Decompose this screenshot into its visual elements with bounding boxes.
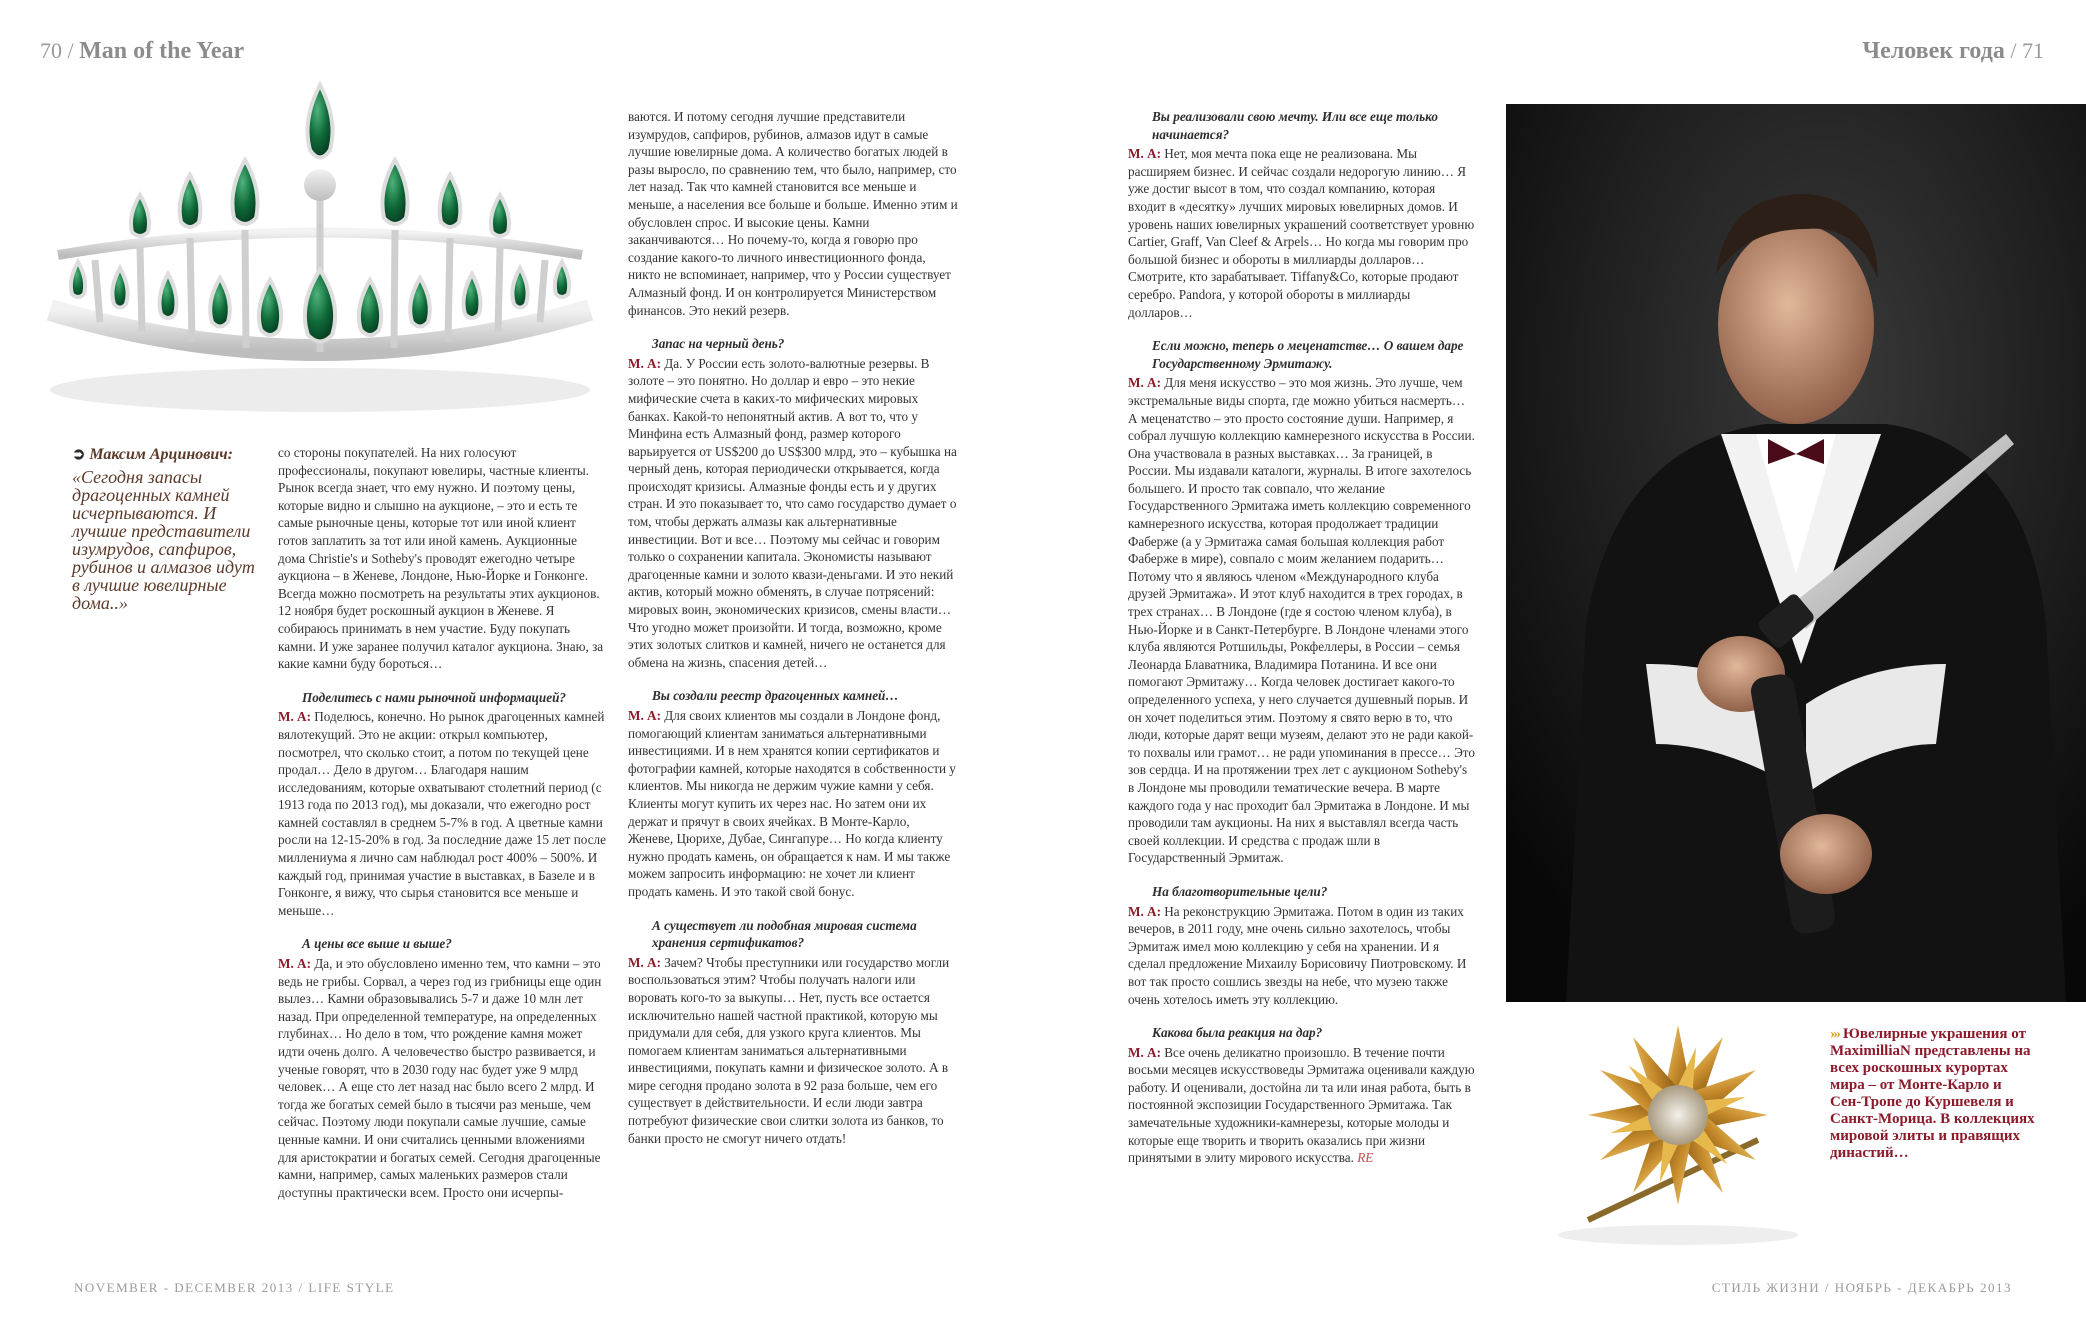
speaker-initials: М. А: xyxy=(628,355,661,371)
interview-question: Поделитесь с нами рыночной информацией? xyxy=(302,689,567,705)
speaker-initials: М. А: xyxy=(1128,375,1161,391)
speaker-initials: М. А: xyxy=(628,708,661,723)
paragraph: со стороны покупателей. На них голосуют профессионалы, покупают ювелиры, частные клиенты. Рынок всегда знает, что ему нужно. И поэтому цены, которые видно и слышно на аукционе, – это и есть те самые рыночные цены, которые тот или иной клиент готов заплатить за тот или иной камень. Аукционные дома Christie's и Sotheby's проводят ежегодно четыре аукциона – в Женеве, Лондоне, Нью-Йорке и Гонконге. Всегда можно посмотреть на результаты этих аукционов. 12 ноября будет роскошный аукцион в Женеве. Я собираюсь принимать в нем участие. Буду покупать камни. И уже заранее получил каталог аукциона. Знаю, за какие камни буду бороться… xyxy=(278,445,604,672)
answer-text: Да, и это обусловлено именно тем, что камни – это ведь не грибы. Сорвал, а через год из грибницы еще один вылез… Камни образовывались 5-7 и даже 10 млн лет назад. При определенной температуре, на определенных глубинах… Но дело в том, что рождение камня может идти очень долго. А человечество быстро развивается, и ученые говорят, что в 2030 году нас будет уже 9 млрд человек… А еще сто лет назад нас было всего 2 млрд. И тогда же богатых семей было в тысячи раз меньше, чем сейчас. Поэтому люди покупали самые лучшие, самые ценные камни. И они считались ценными вложениями для аристократии и богатых семей. Сегодня драгоценные камни, например, самых маленьких размеров стали доступны практически всем. Просто они исчерпы- xyxy=(278,956,602,1200)
answer-text: Поделюсь, конечно. Но рынок драгоценных камней вялотекущий. Это не акции: открыл компьютер, посмотрел, что сколько стоит, а потом по текущей цене продал… Дело в другом… Благодаря нашим исследованиям, которые охватывают столетний период (с 1913 года по 2013 год), мы доказали, что ежегодно рост камней составлял в среднем 5-7% в год. А цветные камни росли на 12-15-20% в год. За последние даже 15 лет после миллениума я лично сам наблюдал рост 400% – 500%. И каждый год, принимая участие в выставках, в Базеле и в Гонконге, я вижу, что сырья становится все меньше и меньше… xyxy=(278,709,606,918)
left-page-number: 70 xyxy=(40,38,62,63)
interview-question: А существует ли подобная мировая система хранения сертификатов? xyxy=(652,917,917,951)
pull-quote-author xyxy=(72,444,262,464)
interview-answer xyxy=(628,954,958,1148)
interview-answer xyxy=(628,355,958,672)
answer-text: На реконструкцию Эрмитажа. Потом в один из таких вечеров, в 2011 году, мне очень сильно захотелось, чтобы Эрмитаж имел мою коллекцию у себя на хранении. И я сделал предложение Михаилу Борисовичу Пиотровскому. И вот так просто сошлись звезды на небе, что музею также очень хотелось иметь эту коллекцию. xyxy=(1128,903,1467,1007)
pull-quote-text: «Сегодня запасы драгоценных камней исчерпываются. И лучшие представители изумрудов, сапфиров, рубинов и алмазов идут в лучшие ювелирные дома..» xyxy=(72,467,255,613)
left-header-separator: / xyxy=(67,38,74,63)
interview-question: А цены все выше и выше? xyxy=(302,936,452,952)
interview-answer xyxy=(278,708,606,919)
answer-text: Зачем? Чтобы преступники или государство могли воспользоваться этим? Чтобы получать налоги или воровать кого-то за выкупы… Нет, пусть все остается исключительно нашей частной практикой, которую мы придумали для себя, для узкого круга клиентов. Мы помогаем клиентам заниматься альтернативными инвестициями, покупать камни и физическое золото. А в мире сегодня продано золота в 92 раза больше, чем его существует в действительности. И если люди завтра потребуют физические свои слитки золота из банков, то банки просто не смогут ничего отдать! xyxy=(628,954,950,1146)
pull-quote xyxy=(72,444,262,612)
speaker-initials: М. А: xyxy=(1128,1044,1161,1060)
paragraph: ваются. И потому сегодня лучшие представители изумрудов, сапфиров, рубинов, алмазов идут в самые лучшие ювелирные дома. А количество богатых людей в разы выросло, по сравнению тем, что было, например, сто лет назад. Так что камней становится все меньше и меньше, а населения все больше и больше. Именно этим и обусловлен спрос. И высокие цены. Камни заканчиваются… Но почему-то, когда я говорю про создание какого-то личного инвестиционного фонда, никто не вспоминает, например, что у России существует Алмазный фонд. И он контролируется Министерством финансов. Это некий резерв. xyxy=(628,109,958,318)
right-header-title: Человек года xyxy=(1862,38,2005,64)
speaker-initials: М. А: xyxy=(1128,903,1161,919)
speaker-initials: М. А: xyxy=(278,709,311,725)
caption-arrows-icon: ››› xyxy=(1830,1026,1839,1042)
gold-flower-brooch-image xyxy=(1528,1020,1818,1252)
left-header-title: Man of the Year xyxy=(79,38,245,64)
right-header-separator: / xyxy=(2010,38,2017,63)
portrait-man-with-dagger-image xyxy=(1506,104,2086,1002)
interview-answer xyxy=(1128,374,1476,867)
interview-answer xyxy=(1128,145,1476,321)
interview-question: Если можно, теперь о меценатстве… О вашем даре Государственному Эрмитажу. xyxy=(1152,338,1464,371)
answer-text: Нет, моя мечта пока еще не реализована. Мы расширяем бизнес. И сейчас создали недорогую линию… Я уже достиг высот в том, что создал компанию, которая входит в «десятку» лучших мировых ювелирных домов. И уровень наших ювелирных украшений соответствует уровню Cartier, Graff, Van Cleef & Arpels… Но когда мы говорим про большой бизнес и обороты в миллиарды долларов… Смотрите, кто зарабатывает. Tiffany&Co, которые продают серебро. Pandora, у которой обороты в миллиарды долларов… xyxy=(1128,146,1475,320)
article-column-3 xyxy=(1128,108,1476,1167)
right-page-number: 71 xyxy=(2022,38,2044,63)
emerald-tiara-image xyxy=(30,60,610,430)
interview-answer xyxy=(278,955,606,1201)
caption-text: Ювелирные украшения от MaximilliaN представлены на всех роскошных курортах мира – от Монте-Карло и Сен-Тропе до Куршевеля и Санкт-Морица. В коллекциях мировой элиты и правящих династий… xyxy=(1830,1026,2035,1161)
left-page-footer: NOVEMBER - DECEMBER 2013 / LIFE STYLE xyxy=(74,1280,395,1295)
article-column-1 xyxy=(278,444,606,1201)
interview-answer xyxy=(1128,1044,1476,1167)
article-column-2 xyxy=(628,108,958,1147)
right-page-footer: СТИЛЬ ЖИЗНИ / НОЯБРЬ - ДЕКАБРЬ 2013 xyxy=(1711,1280,2012,1295)
answer-text: Для меня искусство – это моя жизнь. Это лучше, чем экстремальные виды спорта, где можно убиться насмерть… А меценатство – это просто состояние души. Например, я собрал лучшую коллекцию камнерезного искусства в России. Она участвовала в разных выставках… За границей, в России. Мы издавали каталоги, журналы. В итоге захотелось большего. И просто так совпало, что желание Государственного Эрмитажа иметь коллекцию современного камнерезного искусства, которая продолжает традиции Фаберже (а у Эрмитажа самая большая коллекция работ Фаберже в мире), совпало с моим желанием подарить… Потому что я являюсь членом «Международного клуба друзей Эрмитажа». И этот клуб находится в трех городах, в трех странах… В Лондоне (где я состою членом клуба), в Нью-Йорке и в Санкт-Петербурге. В Лондоне членами этого клуба являются Ротшильды, Рокфеллеры, в России – семья Леонарда Блаватника, Владимира Потанина. И все они помогают Эрмитажу… Когда человек достигает какого-то определенного успеха, у него случается душевный порыв. И он хочет поделиться этим. Поэтому я свято верю в то, что люди, которые дарят вещи музеям, делают это не ради какой-то похвалы или грамот… не ради упоминания в прессе… Это зов сердца. И на протяжении трех лет с аукционом Sotheby's в Лондоне мы проводили тематические вечера. В марте каждого года у нас проходит бал Эрмитажа в Лондоне. И мы проводили там аукционы. На них я выставлял всегда часть своей коллекции. И средства с продаж шли в Государственный Эрмитаж. xyxy=(1128,375,1475,866)
pull-quote-author-name: Максим Арцинович: xyxy=(89,446,233,463)
interview-question: Какова была реакция на дар? xyxy=(1152,1025,1323,1041)
end-mark: RE xyxy=(1357,1150,1374,1166)
speaker-initials: М. А: xyxy=(278,956,311,972)
interview-question: Вы создали реестр драгоценных камней… xyxy=(652,688,899,704)
answer-text: Для своих клиентов мы создали в Лондоне фонд, помогающий клиентам заниматься альтернативными инвестициями. И в нем хранятся копии сертификатов и фотографии камней, которые находятся в собственности у клиентов. Мы никогда не держим чужие камни у себя. Клиенты могут купить их через нас. Но затем они их держат и прячут в своих ячейках. В Монте-Карло, Женеве, Цюрихе, Дубае, Сингапуре… Но когда клиенту нужно продать камень, он обращается к нам. И мы также можем запросить информацию: не хочет ли клиент продать камень. И это такой свой бонус. xyxy=(628,708,956,899)
interview-question: Запас на черный день? xyxy=(652,336,785,352)
speaker-initials: М. А: xyxy=(628,954,661,970)
arrow-icon: ➲ xyxy=(72,446,86,463)
interview-question: На благотворительные цели? xyxy=(1152,883,1328,899)
answer-text: Все очень деликатно произошло. В течение почти восьми месяцев искусствоведы Эрмитажа оценивали каждую работу. И оценивали, достойна ли та или иная работа, быть в постоянной экспозиции Государственного Эрмитажа. Так замечательные художники-камнерезы, которые молоды и которые еще творить и творить оказались при жизни принятыми в элиту мирового искусства. xyxy=(1128,1044,1475,1166)
interview-question: Вы реализовали свою мечту. Или все еще только начинается? xyxy=(1152,109,1438,142)
speaker-initials: М. А: xyxy=(1128,146,1161,162)
interview-answer xyxy=(628,707,958,901)
right-page-header xyxy=(1863,38,2044,65)
answer-text: Да. У России есть золото-валютные резервы. В золоте – это понятно. Но доллар и евро – это некие мифические счета в каких-то мифических мировых банках. Какой-то непонятный актив. А вот то, что у Минфина есть Алмазный фонд, размер которого варьируется от US$200 до US$300 млрд, это – кубышка на черный день, которая периодически открывается, когда происходят кризисы. Алмазные фонды есть и у других стран. И это показывает то, что само государство думает о том, чтобы держать алмазы как альтернативные инвестиции. Вот и все… Поэтому мы сейчас и говорим только о сохранении капитала. Экономисты называют драгоценные камни и золото квази-деньгами. И это некий актив, который можно обменять, в случае потрясений: мировых воин, экономических кризисов, смены власти… Что угодно может произойти. И тогда, возможно, кроме этих золотых слитков и камней, ничего не останется для обмена на жизнь, спасения детей… xyxy=(628,355,957,670)
image-caption xyxy=(1830,1026,2035,1162)
interview-answer xyxy=(1128,903,1476,1009)
